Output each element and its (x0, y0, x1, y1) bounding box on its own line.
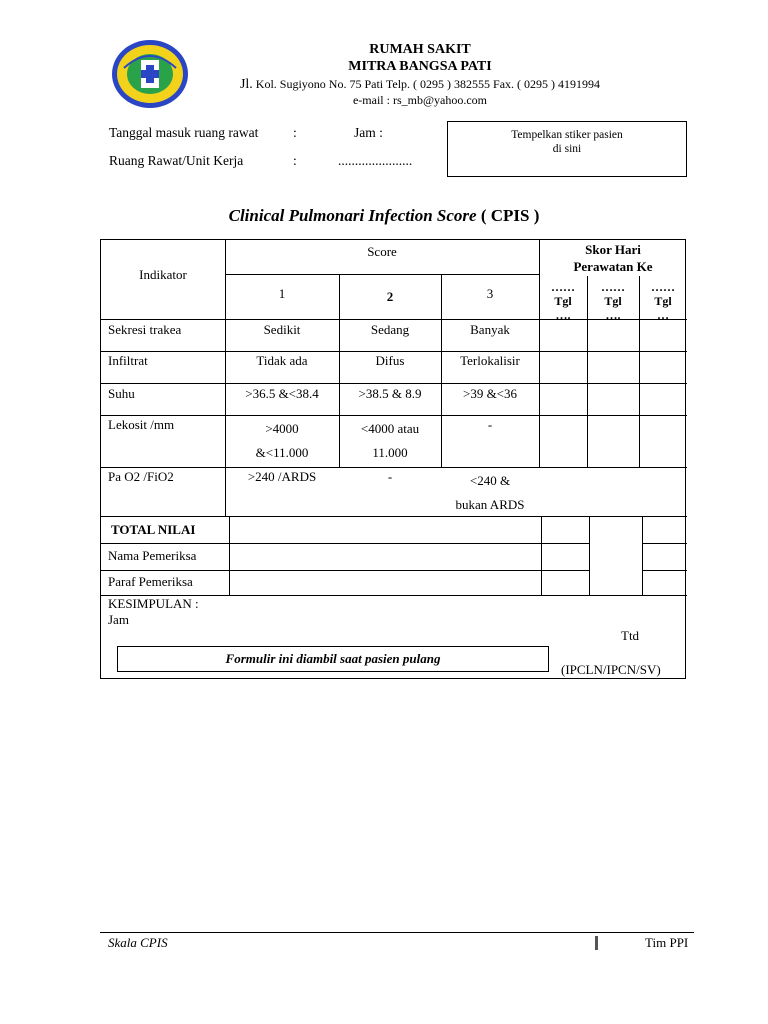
conclusion-block (108, 596, 199, 628)
row-score-1: Sedikit (263, 322, 301, 337)
address-text: Kol. Sugiyono No. 75 Pati Telp. ( 0295 ) 382555 Fax. ( 0295 ) 4191994 (255, 77, 601, 91)
day2-tail: …. (605, 308, 621, 322)
row-score-2 (339, 417, 441, 465)
row-score-3: Banyak (470, 322, 510, 337)
sticker-line1: Tempelkan stiker pasien (511, 129, 623, 141)
day2-tgl: Tgl (604, 294, 622, 308)
day1-tail: …. (555, 308, 571, 322)
signer-role: (IPCLN/IPCN/SV) (561, 662, 661, 677)
total-score-label: TOTAL NILAI (111, 522, 196, 537)
day3-tail: … (657, 308, 669, 322)
footer-team: Tim PPI (645, 935, 689, 950)
row-indicator: Pa O2 /FiO2 (108, 469, 174, 484)
row-score-1: >240 /ARDS (247, 469, 317, 484)
hospital-logo (110, 38, 190, 110)
days-header-line1: Skor Hari (585, 242, 641, 257)
row-indicator: Infiltrat (108, 353, 148, 368)
score-3-header: 3 (486, 286, 494, 301)
row-indicator: Sekresi trakea (108, 322, 182, 337)
row-score-3: >39 &<36 (462, 386, 518, 401)
row-score-2: - (387, 469, 393, 484)
row-score-2-line1: <4000 atau (360, 421, 420, 436)
room-value: ...................... (338, 153, 413, 168)
day1-tgl: Tgl (554, 294, 572, 308)
room-label: Ruang Rawat/Unit Kerja (109, 153, 244, 168)
day3-dots: …… (651, 280, 675, 294)
form-title-plain: ( CPIS ) (476, 206, 540, 225)
discharge-note: Formulir ini diambil saat pasien pulang (117, 646, 549, 672)
days-header-line2: Perawatan Ke (573, 259, 653, 274)
hospital-name-line2: MITRA BANGSA PATI (348, 59, 492, 74)
signature-ttd-label: Ttd (621, 628, 640, 643)
row-indicator: Suhu (108, 386, 135, 401)
row-score-3: Terlokalisir (460, 353, 520, 368)
day-column-3 (639, 280, 687, 322)
admission-date-label: Tanggal masuk ruang rawat (109, 125, 259, 140)
row-score-3-line1: <240 & (469, 473, 511, 488)
footer-form-name: Skala CPIS (108, 935, 168, 950)
indicator-header: Indikator (139, 267, 187, 282)
examiner-name-label: Nama Pemeriksa (108, 548, 197, 563)
footer-divider (100, 932, 694, 933)
form-title (0, 206, 768, 226)
row-score-1: Tidak ada (256, 353, 308, 368)
admission-time-label: Jam : (354, 125, 383, 140)
room-colon: : (293, 153, 297, 168)
patient-sticker-box (447, 121, 687, 177)
row-indicator: Lekosit /mm (108, 417, 175, 432)
hospital-name-line1: RUMAH SAKIT (369, 42, 471, 57)
row-score-1-line1: >4000 (265, 421, 299, 436)
examiner-signature-label: Paraf Pemeriksa (108, 574, 193, 589)
footer-separator (595, 936, 598, 950)
row-score-1-line2: &<11.000 (255, 445, 309, 460)
row-score-2-line2: 11.000 (372, 445, 408, 460)
row-score-3 (441, 469, 539, 517)
hospital-address (200, 77, 640, 93)
conclusion-label: KESIMPULAN : (108, 596, 199, 611)
day-column-1 (539, 280, 587, 322)
score-2-header: 2 (386, 289, 394, 304)
address-prefix: Jl. (239, 77, 253, 92)
row-score-2: Sedang (370, 322, 410, 337)
day2-dots: …… (601, 280, 625, 294)
row-score-2: Difus (375, 353, 405, 368)
row-score-1 (225, 417, 339, 465)
conclusion-time-label: Jam (108, 612, 129, 627)
hospital-email: e-mail : rs_mb@yahoo.com (352, 93, 488, 107)
day-column-2 (587, 280, 639, 322)
days-header (539, 241, 687, 275)
score-header: Score (367, 244, 397, 259)
row-score-3: - (487, 417, 493, 432)
cpis-table (100, 239, 686, 679)
form-title-italic: Clinical Pulmonari Infection Score (228, 206, 477, 225)
day3-tgl: Tgl (654, 294, 672, 308)
row-score-2: >38.5 & 8.9 (358, 386, 422, 401)
day1-dots: …… (551, 280, 575, 294)
sticker-line2: di sini (552, 143, 582, 155)
row-score-1: >36.5 &<38.4 (245, 386, 319, 401)
admission-date-colon: : (293, 125, 297, 140)
row-score-3-line2: bukan ARDS (455, 497, 525, 512)
score-1-header: 1 (278, 286, 286, 301)
